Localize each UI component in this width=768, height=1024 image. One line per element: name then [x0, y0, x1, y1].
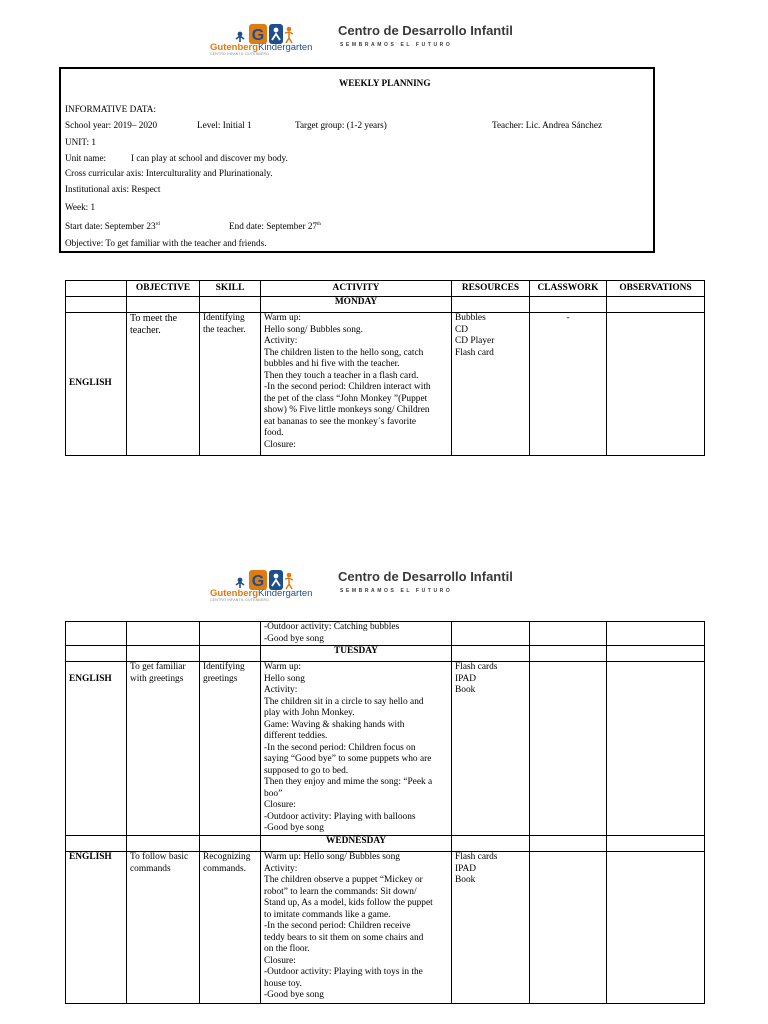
- objective-cell: To follow basic commands: [127, 852, 200, 1004]
- subject-cell: ENGLISH: [66, 852, 127, 1004]
- center-subtitle: SEMBRAMOS EL FUTURO: [340, 42, 453, 48]
- activity-cell: Warm up: Hello song/ Bubbles song. Activity: The children listen to the hello song, catch bubbles and hi five with the teacher. Then they touch a teacher in a flash card. -In the second period: Children interact with the pet of the class “John Monkey ”(Puppet show) % Five little monkeys song/ Children eat bananas to see the monkey´s favorite food. Closure:: [261, 313, 452, 456]
- objective: Objective: To get familiar with the teacher and friends.: [65, 238, 267, 248]
- subject-cell: ENGLISH: [66, 662, 127, 836]
- observations-cell: [607, 662, 705, 836]
- observations-cell: [607, 313, 705, 456]
- observations-header: OBSERVATIONS: [607, 281, 705, 297]
- objective-header: OBJECTIVE: [127, 281, 200, 297]
- institutional-axis: Institutional axis: Respect: [65, 184, 161, 194]
- objective-cell: To meet the teacher.: [127, 313, 200, 456]
- subject-header: [66, 281, 127, 297]
- table-row: [66, 852, 705, 1004]
- school-header: [208, 22, 528, 58]
- day-label: WEDNESDAY: [261, 836, 452, 852]
- observations-cell: [607, 852, 705, 1004]
- skill-cell: Recognizing commands.: [200, 852, 261, 1004]
- brand-wordmark: GutenbergKindergarten: [210, 588, 313, 599]
- activity-cell: Warm up: Hello song Activity: The children sit in a circle to say hello and play with John Monkey. Game: Waving & shaking hands with different teddies. -In the second period: Children focus on saying “Good bye” to some puppets who are supposed to go to bed. Then they enjoy and mime the song: “Peek a boo” Closure: -Outdoor activity: Playing with balloons -Good bye song: [261, 662, 452, 836]
- week: Week: 1: [65, 202, 96, 212]
- brand-wordmark: GutenbergKindergarten: [210, 42, 313, 53]
- center-title: Centro de Desarrollo Infantil: [338, 569, 513, 584]
- informative-data-box: [59, 67, 655, 253]
- brand-tagline: CENTRO INFANTIL GUTENBERG: [210, 52, 270, 56]
- planning-table-page-1: [65, 280, 705, 456]
- svg-text:G: G: [251, 573, 265, 590]
- classwork-cell: [530, 852, 607, 1004]
- objective-cell: To get familiar with greetings: [127, 662, 200, 836]
- classwork-header: CLASSWORK: [530, 281, 607, 297]
- svg-text:G: G: [251, 27, 265, 44]
- table-row: [66, 622, 705, 646]
- informative-label: INFORMATIVE DATA:: [65, 104, 156, 114]
- teacher: Teacher: Lic. Andrea Sánchez: [492, 120, 603, 130]
- activity-header: ACTIVITY: [261, 281, 452, 297]
- target-group: Target group: (1-2 years): [295, 120, 387, 130]
- planning-title: WEEKLY PLANNING: [339, 78, 431, 88]
- table-row: [66, 662, 705, 836]
- unit-name: I can play at school and discover my body.: [131, 153, 288, 163]
- resources-header: RESOURCES: [452, 281, 530, 297]
- resources-cell: Flash cards IPAD Book: [452, 662, 530, 836]
- day-label: TUESDAY: [261, 646, 452, 662]
- activity-cell: -Outdoor activity: Catching bubbles -Good bye song: [261, 622, 452, 646]
- activity-cell: Warm up: Hello song/ Bubbles song Activity: The children observe a puppet “Mickey or robot” to learn the commands: Sit down/ Stand up, As a model, kids follow the puppet to imitate commands like a game. -In the second period: Children receive teddy bears to sit them on some chairs and on the floor. Closure: -Outdoor activity: Playing with toys in the house toy. -Good bye song: [261, 852, 452, 1004]
- skill-cell: Identifying the teacher.: [200, 313, 261, 456]
- level: Level: Initial 1: [197, 120, 252, 130]
- school-header-page-2: [208, 568, 528, 604]
- resources-cell: Bubbles CD CD Player Flash card: [452, 313, 530, 456]
- end-date: End date: September 27th: [229, 221, 321, 231]
- cross-curricular-axis: Cross curricular axis: Interculturality and Plurinationaly.: [65, 168, 273, 178]
- classwork-cell: -: [530, 313, 607, 456]
- day-row-monday: [66, 297, 705, 313]
- unit: UNIT: 1: [65, 137, 96, 147]
- day-label: MONDAY: [261, 297, 452, 313]
- center-title: Centro de Desarrollo Infantil: [338, 23, 513, 38]
- start-date: Start date: September 23rd: [65, 221, 160, 231]
- day-row-wednesday: [66, 836, 705, 852]
- subject-cell: ENGLISH: [66, 313, 127, 456]
- day-row-tuesday: [66, 646, 705, 662]
- planning-table-page-2: [65, 621, 705, 1004]
- skill-cell: Identifying greetings: [200, 662, 261, 836]
- center-subtitle: SEMBRAMOS EL FUTURO: [340, 588, 453, 594]
- school-year: School year: 2019– 2020: [65, 120, 158, 130]
- classwork-cell: [530, 662, 607, 836]
- unit-name-label: Unit name:: [65, 153, 107, 163]
- brand-tagline: CENTRO INFANTIL GUTENBERG: [210, 598, 270, 602]
- resources-cell: Flash cards IPAD Book: [452, 852, 530, 1004]
- table-header-row: [66, 281, 705, 297]
- table-row: [66, 313, 705, 456]
- skill-header: SKILL: [200, 281, 261, 297]
